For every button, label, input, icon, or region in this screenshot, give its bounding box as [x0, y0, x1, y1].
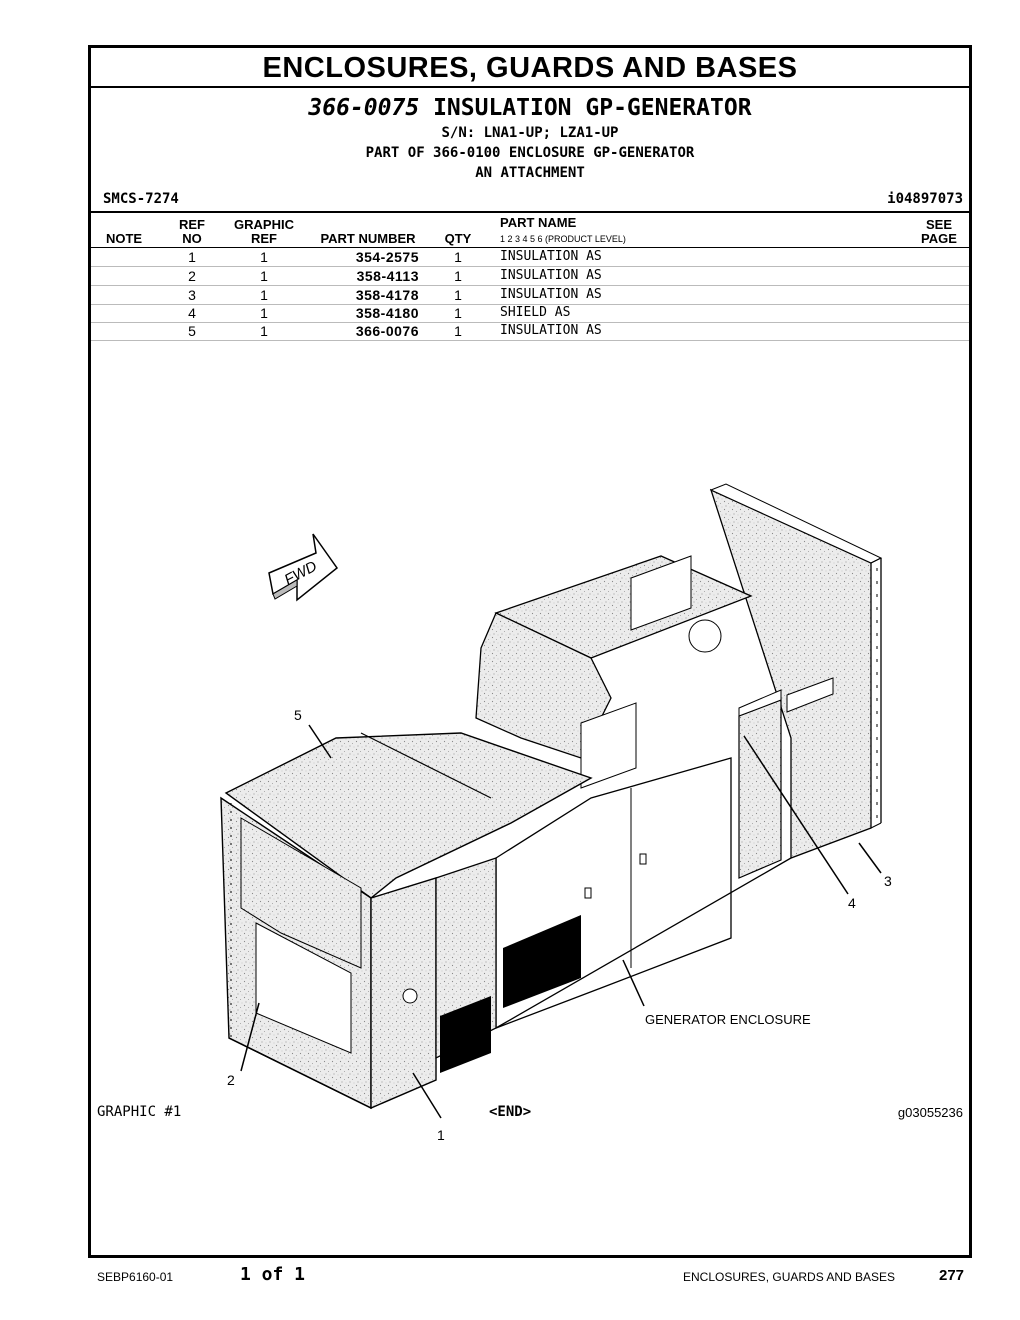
- ref-no: 4: [188, 305, 196, 321]
- enclosure-label: GENERATOR ENCLOSURE: [645, 1012, 811, 1027]
- col-ref-no-top: REF: [179, 217, 205, 232]
- page-frame: [88, 45, 972, 1258]
- col-ref-no-bottom: NO: [182, 231, 202, 246]
- part-number: 366-0076: [355, 323, 419, 339]
- group-number: 366-0075: [308, 95, 420, 121]
- graphic-ref: 1: [260, 268, 268, 284]
- graphic-ref: 1: [260, 249, 268, 265]
- part-of-line: PART OF 366-0100 ENCLOSURE GP-GENERATOR: [365, 145, 695, 161]
- group-title: [91, 95, 969, 121]
- part-number: 358-4113: [356, 268, 419, 284]
- qty: 1: [454, 287, 462, 303]
- part-name: INSULATION AS: [500, 287, 602, 302]
- table-row: [91, 322, 969, 341]
- col-see-page-bottom: PAGE: [921, 231, 957, 246]
- part-number: 358-4180: [355, 305, 419, 321]
- callout-4: 4: [848, 895, 856, 911]
- product-levels: 1 2 3 4 5 6 (PRODUCT LEVEL): [500, 234, 626, 244]
- part-name: INSULATION AS: [500, 323, 602, 338]
- table-row: [91, 267, 969, 286]
- table-row: [91, 304, 969, 323]
- part-number: 354-2575: [355, 249, 419, 265]
- graphic-ref: 1: [260, 305, 268, 321]
- footer-page-of: 1 of 1: [240, 1264, 306, 1285]
- illustration-id: i04897073: [887, 191, 963, 207]
- callout-3: 3: [884, 873, 892, 889]
- group-name: INSULATION GP-GENERATOR: [433, 95, 752, 121]
- footer-page-number: 277: [939, 1267, 965, 1284]
- col-part-name: PART NAME: [500, 215, 577, 230]
- col-part-number: PART NUMBER: [320, 231, 416, 246]
- qty: 1: [454, 323, 462, 339]
- col-qty: QTY: [444, 231, 472, 246]
- callout-5: 5: [294, 707, 302, 723]
- col-see-page-top: SEE: [925, 217, 952, 232]
- qty: 1: [454, 305, 462, 321]
- footer-doc-number: SEBP6160-01: [97, 1270, 174, 1284]
- col-graphic-ref-bottom: REF: [251, 231, 277, 246]
- fwd-arrow-icon: [269, 534, 337, 600]
- qty: 1: [454, 268, 462, 284]
- smcs-code: SMCS-7274: [103, 191, 179, 207]
- ref-no: 2: [188, 268, 196, 284]
- part-number: 358-4178: [355, 287, 419, 303]
- callout-1: 1: [437, 1127, 445, 1143]
- col-note: NOTE: [105, 231, 143, 246]
- table-row: [91, 248, 969, 267]
- part-name: SHIELD AS: [500, 305, 571, 320]
- part-name: INSULATION AS: [500, 268, 602, 283]
- graphic-id: g03055236: [897, 1105, 963, 1120]
- footer-section: ENCLOSURES, GUARDS AND BASES: [683, 1270, 896, 1284]
- part-name: INSULATION AS: [500, 249, 602, 264]
- end-marker: <END>: [489, 1104, 532, 1120]
- section-title: ENCLOSURES, GUARDS AND BASES: [91, 48, 969, 88]
- table-row: [91, 286, 969, 305]
- graphic-number: GRAPHIC #1: [97, 1104, 182, 1120]
- fwd-label: FWD: [281, 557, 320, 589]
- ref-no: 3: [188, 287, 196, 303]
- graphic-ref: 1: [260, 287, 268, 303]
- callout-2: 2: [227, 1072, 235, 1088]
- serial-range: S/N: LNA1-UP; LZA1-UP: [441, 125, 619, 141]
- qty: 1: [454, 249, 462, 265]
- header-rule: [91, 211, 969, 213]
- ref-no: 5: [188, 323, 196, 339]
- group-type: AN ATTACHMENT: [475, 165, 585, 181]
- shield-panel: [739, 700, 781, 878]
- ref-no: 1: [188, 249, 196, 265]
- graphic-ref: 1: [260, 323, 268, 339]
- enclosure-illustration: [91, 468, 969, 1143]
- col-graphic-ref-top: GRAPHIC: [234, 217, 294, 232]
